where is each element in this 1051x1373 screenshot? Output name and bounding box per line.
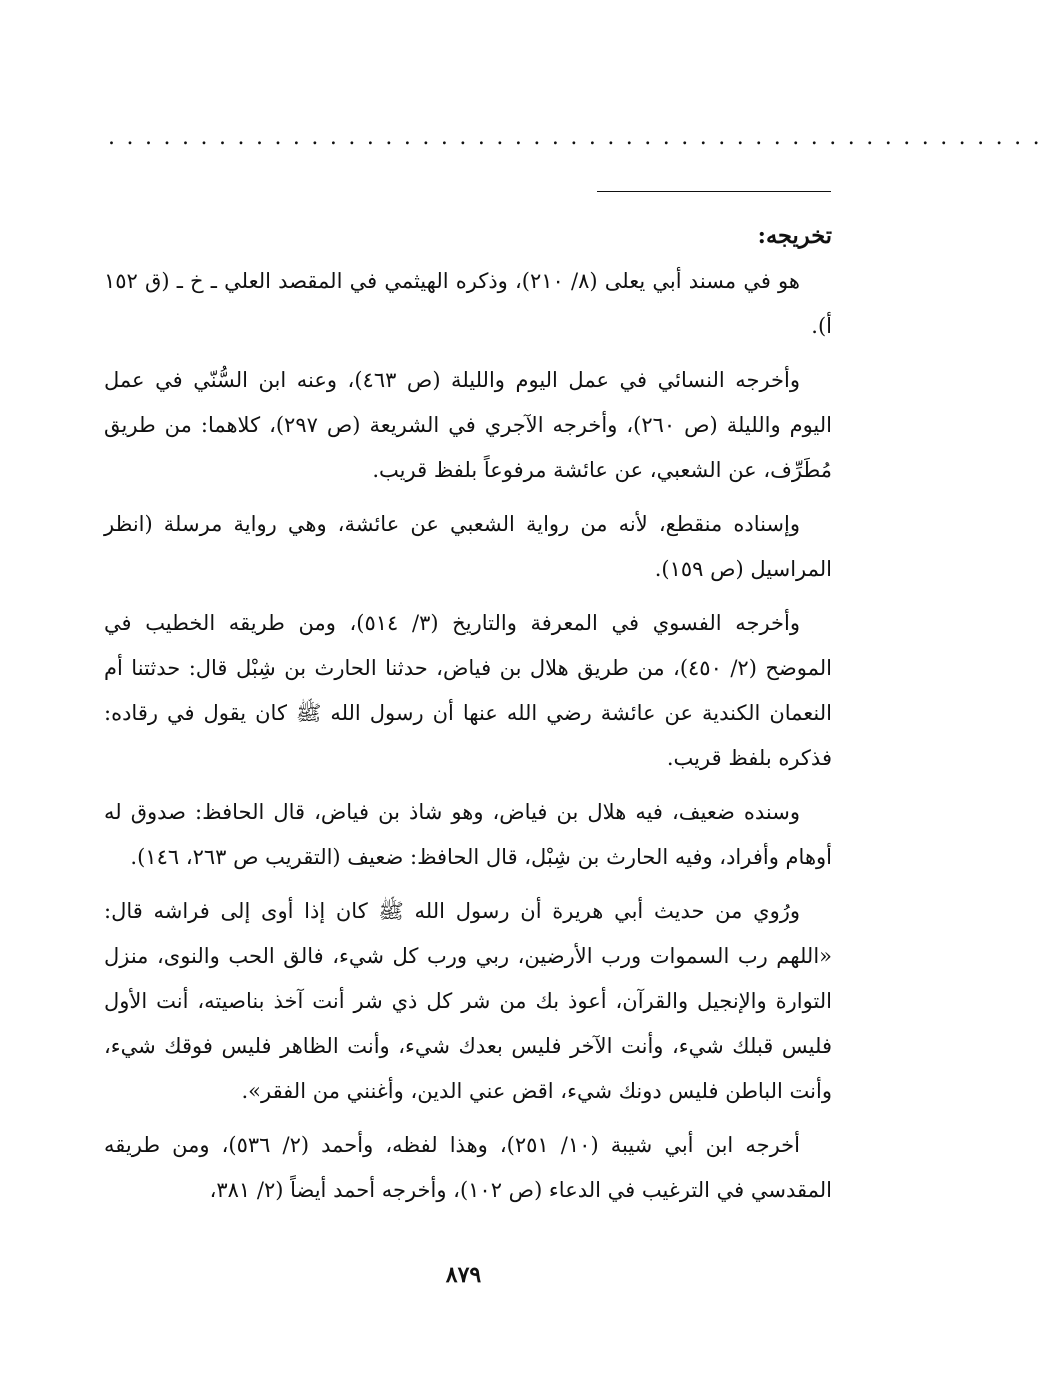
footnote-body xyxy=(104,214,832,1222)
paragraph-3: وإسناده منقطع، لأنه من رواية الشعبي عن عائشة، وهي رواية مرسلة (انظر المراسيل (ص ١٥٩). xyxy=(104,512,832,581)
page-number: ٨٧٩ xyxy=(445,1262,482,1288)
footnote-rule xyxy=(597,191,831,192)
paragraph-7: أخرجه ابن أبي شيبة (١٠/ ٢٥١)، وهذا لفظه، وأحمد (٢/ ٥٣٦)، ومن طريقه المقدسي في الترغيب في الدعاء (ص ١٠٢)، وأخرجه أحمد أيضاً (٢/ ٣٨١، xyxy=(104,1133,832,1202)
paragraph-6: ورُوي من حديث أبي هريرة أن رسول الله ﷺ كان إذا أوى إلى فراشه قال: «اللهم رب السموات ورب الأرضين، ربي ورب كل شيء، فالق الحب والنوى، منزل التوارة والإنجيل والقرآن، أعوذ بك من شر كل ذي شر أنت آخذ بناصيته، أنت الأول فليس قبلك شيء، وأنت الآخر فليس بعدك شيء، وأنت الظاهر فليس فوقك شيء، وأنت الباطن فليس دونك شيء، اقض عني الدين، وأغنني من الفقر». xyxy=(104,899,832,1103)
dotted-separator: ................................................... xyxy=(108,125,1051,150)
section-heading: تخريجه: xyxy=(757,223,832,249)
paragraph-2: وأخرجه النسائي في عمل اليوم والليلة (ص ٤٦٣)، وعنه ابن السُّنّي في عمل اليوم والليلة (ص ٢٦٠)، وأخرجه الآجري في الشريعة (ص ٢٩٧)، كلاهما: من طريق مُطَرِّف، عن الشعبي، عن عائشة مرفوعاً بلفظ قريب. xyxy=(104,368,832,482)
paragraph-1: هو في مسند أبي يعلى (٨/ ٢١٠)، وذكره الهيثمي في المقصد العلي ـ خ ـ (ق ١٥٢ أ). xyxy=(104,269,832,338)
paragraph-5: وسنده ضعيف، فيه هلال بن فياض، وهو شاذ بن فياض، قال الحافظ: صدوق له أوهام وأفراد، وفيه الحارث بن شِبْل، قال الحافظ: ضعيف (التقريب ص ٢٦٣، ١٤٦). xyxy=(104,800,832,869)
paragraph-4: وأخرجه الفسوي في المعرفة والتاريخ (٣/ ٥١٤)، ومن طريقه الخطيب في الموضح (٢/ ٤٥٠)، من طريق هلال بن فياض، حدثنا الحارث بن شِبْل قال: حدثتنا أم النعمان الكندية عن عائشة رضي الله عنها أن رسول الله ﷺ كان يقول في رقاده: فذكره بلفظ قريب. xyxy=(104,611,832,770)
